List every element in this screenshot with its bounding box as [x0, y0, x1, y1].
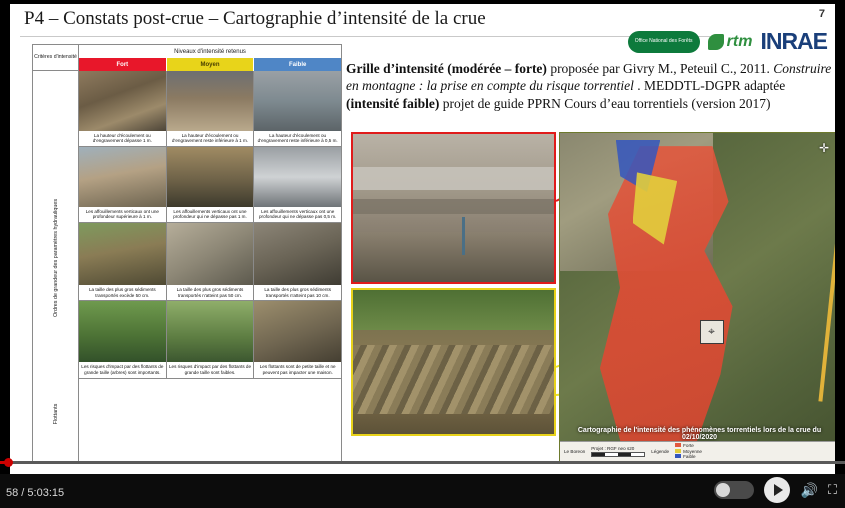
- grid-level-2: Faible: [254, 58, 341, 71]
- photo-detail-rubble: [353, 232, 554, 282]
- autoplay-toggle[interactable]: [714, 481, 754, 499]
- grid-row: [79, 223, 341, 301]
- grid-header-criteria: Critères d'intensité: [33, 45, 79, 71]
- grid-cell: [167, 147, 255, 222]
- player-controls: [0, 474, 845, 508]
- grid-cell: [254, 71, 341, 146]
- grid-side-label-2: Flottants: [52, 403, 59, 425]
- photo-detail-beam2: [353, 199, 554, 214]
- grid-cell-caption: Les affouillements verticaux ont une profondeur qui ne dépasse pas 1 m.: [173, 208, 247, 220]
- leaf-icon: [708, 34, 724, 50]
- grid-cell-photo: [254, 301, 341, 362]
- map-legend-title: Légende: [651, 448, 670, 454]
- map-place-text: Le Boreon: [564, 448, 586, 454]
- intensity-grid: [32, 44, 342, 462]
- grid-row: [79, 147, 341, 223]
- grid-cell-photo: [254, 223, 341, 285]
- grid-level-row: [79, 58, 341, 71]
- grid-cell-photo: [79, 147, 166, 207]
- title-divider: [20, 36, 710, 37]
- map-legend-item: Faible: [675, 454, 702, 460]
- photo-inset-building: [351, 132, 556, 284]
- grid-cell-photo: [254, 71, 341, 131]
- grid-cell-caption: La hauteur d'écoulement ou d'engravement reste inférieure à 1 m.: [171, 132, 249, 144]
- grid-cell-photo: [167, 71, 254, 131]
- map-road: [819, 199, 835, 402]
- grid-cell: [167, 71, 255, 146]
- photo-inset-debris: [351, 288, 556, 436]
- intensity-grid-description: Grille d’intensité (modérée – forte) proposée par Givry M., Peteuil C., 2011. Construire en montagne : la prise en compte du risque torrentiel . MEDDTL-DGPR adaptée (intensité faible) projet de guide PPRN Cours d’eau torrentiels (version 2017): [346, 61, 832, 111]
- grid-level-0: Fort: [79, 58, 167, 71]
- onf-logo: Office National des Forêts: [628, 31, 700, 53]
- grid-cell-caption: Les risques d'impact par des flottants de grande taille sont faibles.: [168, 364, 252, 375]
- presentation-slide: [10, 4, 835, 474]
- photo-detail-trees: [353, 290, 554, 330]
- grid-row: [79, 301, 341, 378]
- grid-header-levels: Niveaux d'intensité retenus: [174, 48, 246, 55]
- volume-icon[interactable]: 🔊: [800, 481, 818, 498]
- grid-cell: [79, 147, 167, 222]
- grid-cell-photo: [167, 223, 254, 285]
- map-legend: [560, 441, 835, 461]
- inrae-logo: INRAE: [760, 28, 827, 54]
- grid-cell: [79, 71, 167, 146]
- photo-detail-beam: [353, 167, 554, 191]
- grid-cell-caption: La taille des plus gros sédiments transportés n'atteint pas 50 cm.: [176, 286, 244, 298]
- grid-cell-caption: La taille des plus gros sédiments transportés n'atteint pas 10 cm.: [264, 286, 331, 298]
- grid-cell-caption: Les affouillements verticaux ont une profondeur qui ne dépasse pas 0,5 m.: [258, 208, 337, 220]
- grid-cell: [167, 223, 255, 300]
- map-place-label: [564, 449, 585, 455]
- map-legend-items: [675, 443, 702, 460]
- player-right-controls: [714, 477, 837, 503]
- map-pin-icon: ⌖: [700, 320, 724, 344]
- grid-cell-caption: Les flottants sont de petite taille et ne peuvent pas impacter une maison.: [259, 364, 336, 375]
- fullscreen-icon[interactable]: ⛶: [827, 482, 837, 497]
- grid-row: [79, 71, 341, 147]
- grid-cell: [79, 223, 167, 300]
- grid-cell-caption: Les risques d'impact par des flottants de grande taille (arbres) sont importants.: [81, 364, 164, 375]
- grid-cell-photo: [167, 301, 254, 362]
- grid-cell-caption: Les affouillements verticaux ont une profondeur supérieure à 1 m.: [85, 208, 159, 220]
- letterbox-left: [0, 0, 10, 474]
- grid-cell-photo: [79, 71, 166, 131]
- photo-detail-logs: [353, 345, 554, 414]
- video-progress-bar[interactable]: [0, 461, 845, 464]
- map-legend-item: Moyenne: [675, 449, 702, 455]
- grid-cell-caption: La hauteur d'écoulement ou d'engravement reste inférieure à 0,5 m.: [257, 132, 338, 144]
- grid-cell: [254, 147, 341, 222]
- grid-cell-photo: [167, 147, 254, 207]
- scale-bar: [591, 452, 645, 457]
- video-timecode: 58 / 5:03:15: [6, 487, 65, 499]
- photo-detail-pipe: [462, 217, 465, 255]
- map-legend-title-col: [651, 449, 669, 455]
- letterbox-right: [835, 0, 845, 474]
- page-title: P4 – Constats post-crue – Cartographie d’intensité de la crue: [24, 8, 486, 29]
- map-legend-item: Forte: [675, 443, 702, 449]
- map-scale-text: Projet : RGF neo s20: [591, 446, 635, 452]
- grid-level-1: Moyen: [167, 58, 255, 71]
- hazard-map: [559, 132, 835, 462]
- map-caption: Cartographie de l'intensité des phénomènes torrentiels lors de la crue du 02/10/2020: [577, 427, 822, 441]
- grid-cells: [79, 71, 341, 461]
- grid-cell-photo: [79, 223, 166, 285]
- grid-cell-caption: La hauteur d'écoulement ou d'engravement dépasse 1 m.: [92, 132, 152, 144]
- play-triangle: [774, 484, 783, 496]
- grid-cell: [167, 301, 255, 377]
- compass-icon: ✛: [818, 141, 830, 155]
- grid-cell: [79, 301, 167, 377]
- grid-side-label: [33, 71, 79, 461]
- grid-cell-photo: [254, 147, 341, 207]
- play-icon[interactable]: [764, 477, 790, 503]
- rtm-logo: [708, 33, 753, 51]
- toggle-knob: [716, 483, 730, 497]
- grid-side-label-1: Ordres de grandeur des paramètres hydrauliques: [52, 199, 59, 318]
- grid-cell-caption: La taille des plus gros sédiments transportés excède 50 cm.: [89, 286, 156, 298]
- map-scale: [591, 446, 645, 457]
- grid-cell: [254, 301, 341, 377]
- grid-cell: [254, 223, 341, 300]
- rtm-logo-text: rtm: [726, 32, 753, 50]
- grid-cell-photo: [79, 301, 166, 362]
- slide-page-number: 7: [818, 8, 825, 20]
- logo-group: [628, 28, 827, 55]
